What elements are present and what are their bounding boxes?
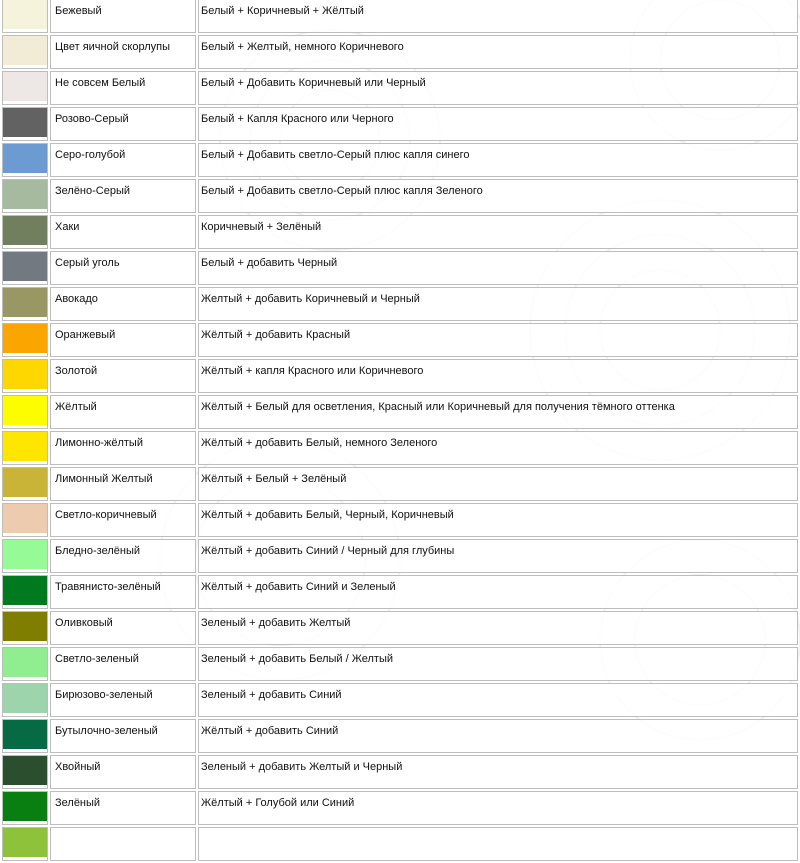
color-swatch-cell (2, 431, 48, 465)
color-swatch-cell (2, 35, 48, 69)
color-swatch (3, 504, 47, 533)
mixing-recipe: Жёлтый + добавить Синий и Зеленый (198, 575, 798, 609)
color-name: Оливковый (50, 611, 196, 645)
mixing-recipe: Зеленый + добавить Желтый (198, 611, 798, 645)
table-row (2, 539, 798, 573)
table-row (2, 323, 798, 357)
color-name: Жёлтый (50, 395, 196, 429)
color-swatch (3, 540, 47, 569)
color-name: Светло-коричневый (50, 503, 196, 537)
mixing-recipe: Белый + добавить Черный (198, 251, 798, 285)
color-swatch-cell (2, 287, 48, 321)
color-swatch (3, 360, 47, 389)
table-row (2, 467, 798, 501)
color-swatch-cell (2, 539, 48, 573)
color-swatch (3, 180, 47, 209)
color-name: Бутылочно-зеленый (50, 719, 196, 753)
color-name: Не совсем Белый (50, 71, 196, 105)
mixing-recipe: Коричневый + Зелёный (198, 215, 798, 249)
table-row (2, 251, 798, 285)
mixing-recipe: Жёлтый + добавить Синий (198, 719, 798, 753)
color-swatch-cell (2, 179, 48, 213)
color-swatch-cell (2, 611, 48, 645)
color-swatch-cell (2, 755, 48, 789)
color-swatch (3, 216, 47, 245)
mixing-recipe: Жёлтый + Белый для осветления, Красный или Коричневый для получения тёмного оттенка (198, 395, 798, 429)
table-row (2, 215, 798, 249)
mixing-recipe: Зеленый + добавить Синий (198, 683, 798, 717)
color-swatch (3, 288, 47, 317)
color-name: Лимонный Желтый (50, 467, 196, 501)
color-swatch-cell (2, 395, 48, 429)
mixing-recipe: Белый + Желтый, немного Коричневого (198, 35, 798, 69)
table-row (2, 179, 798, 213)
table-row (2, 35, 798, 69)
mixing-recipe: Желтый + добавить Коричневый и Черный (198, 287, 798, 321)
table-row (2, 71, 798, 105)
color-swatch (3, 828, 47, 857)
color-swatch-cell (2, 0, 48, 33)
color-swatch (3, 108, 47, 137)
table-row (2, 611, 798, 645)
table-row (2, 575, 798, 609)
color-swatch-cell (2, 251, 48, 285)
color-swatch-cell (2, 71, 48, 105)
color-swatch-cell (2, 575, 48, 609)
color-name: Бежевый (50, 0, 196, 33)
color-swatch (3, 612, 47, 641)
mixing-recipe: Жёлтый + Голубой или Синий (198, 791, 798, 825)
color-swatch-cell (2, 359, 48, 393)
mixing-recipe: Белый + Добавить светло-Серый плюс капля синего (198, 143, 798, 177)
mixing-recipe: Жёлтый + Белый + Зелёный (198, 467, 798, 501)
color-name: Светло-зеленый (50, 647, 196, 681)
color-swatch (3, 648, 47, 677)
mixing-recipe: Зеленый + добавить Белый / Желтый (198, 647, 798, 681)
color-swatch (3, 72, 47, 101)
color-name: Авокадо (50, 287, 196, 321)
table-row (2, 287, 798, 321)
color-swatch-cell (2, 467, 48, 501)
mixing-recipe: Жёлтый + добавить Белый, немного Зеленого (198, 431, 798, 465)
color-name: Бледно-зелёный (50, 539, 196, 573)
color-swatch-cell (2, 827, 48, 861)
color-swatch-cell (2, 791, 48, 825)
color-name: Серо-голубой (50, 143, 196, 177)
mixing-recipe: Жёлтый + добавить Красный (198, 323, 798, 357)
color-swatch-cell (2, 719, 48, 753)
color-name: Зелёный (50, 791, 196, 825)
color-swatch (3, 756, 47, 785)
color-name: Розово-Серый (50, 107, 196, 141)
color-swatch-cell (2, 107, 48, 141)
color-swatch-cell (2, 503, 48, 537)
color-name: Цвет яичной скорлупы (50, 35, 196, 69)
color-swatch-cell (2, 647, 48, 681)
table-row (2, 0, 798, 33)
mixing-recipe: Белый + Добавить светло-Серый плюс капля Зеленого (198, 179, 798, 213)
mixing-recipe: Жёлтый + капля Красного или Коричневого (198, 359, 798, 393)
color-swatch-cell (2, 683, 48, 717)
color-name: Серый уголь (50, 251, 196, 285)
color-swatch (3, 324, 47, 353)
mixing-recipe: Жёлтый + добавить Белый, Черный, Коричневый (198, 503, 798, 537)
color-swatch-cell (2, 323, 48, 357)
color-swatch (3, 576, 47, 605)
color-name: Хаки (50, 215, 196, 249)
color-swatch-cell (2, 215, 48, 249)
mixing-recipe: Зеленый + добавить Желтый и Черный (198, 755, 798, 789)
mixing-recipe (198, 827, 798, 861)
color-swatch (3, 36, 47, 65)
table-row (2, 683, 798, 717)
color-name: Бирюзово-зеленый (50, 683, 196, 717)
table-row (2, 827, 798, 861)
table-row (2, 755, 798, 789)
mixing-recipe: Белый + Капля Красного или Черного (198, 107, 798, 141)
color-swatch-cell (2, 143, 48, 177)
table-row (2, 143, 798, 177)
color-name (50, 827, 196, 861)
mixing-recipe: Белый + Коричневый + Жёлтый (198, 0, 798, 33)
color-swatch (3, 720, 47, 749)
table-row (2, 107, 798, 141)
color-swatch (3, 468, 47, 497)
color-name: Хвойный (50, 755, 196, 789)
table-row (2, 359, 798, 393)
color-name: Золотой (50, 359, 196, 393)
table-row (2, 503, 798, 537)
mixing-recipe: Жёлтый + добавить Синий / Черный для глубины (198, 539, 798, 573)
color-name: Травянисто-зелёный (50, 575, 196, 609)
color-swatch (3, 252, 47, 281)
color-swatch (3, 0, 47, 29)
table-row (2, 647, 798, 681)
table-row (2, 431, 798, 465)
table-row (2, 395, 798, 429)
color-name: Оранжевый (50, 323, 196, 357)
color-swatch (3, 684, 47, 713)
table-row (2, 791, 798, 825)
color-name: Зелёно-Серый (50, 179, 196, 213)
color-swatch (3, 396, 47, 425)
mixing-recipe: Белый + Добавить Коричневый или Черный (198, 71, 798, 105)
color-swatch (3, 144, 47, 173)
color-swatch (3, 792, 47, 821)
table-row (2, 719, 798, 753)
color-name: Лимонно-жёлтый (50, 431, 196, 465)
color-swatch (3, 432, 47, 461)
